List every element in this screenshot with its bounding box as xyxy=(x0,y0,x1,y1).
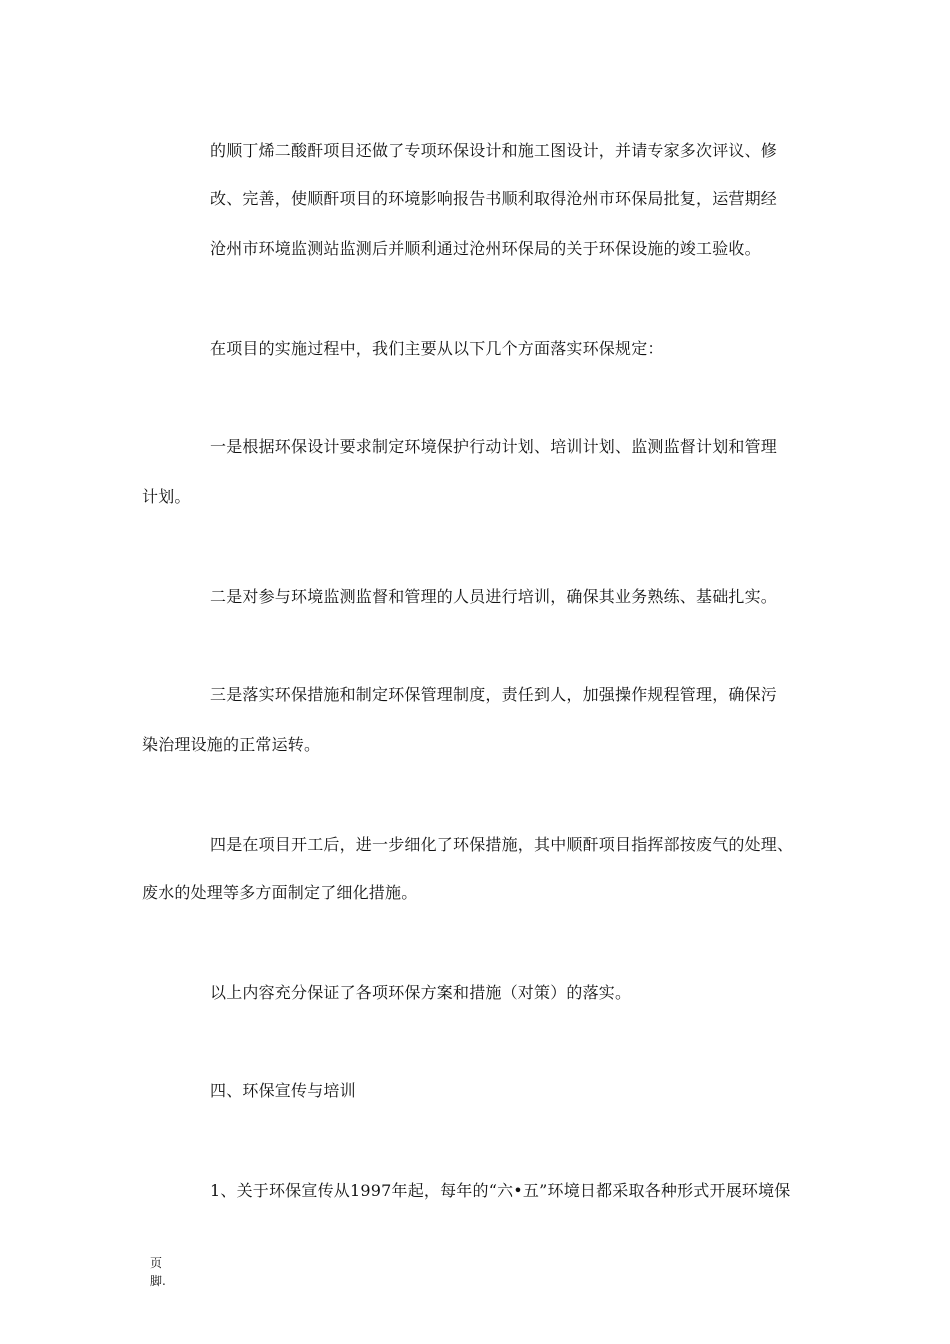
body-text-line: 二是对参与环境监测监督和管理的人员进行培训，确保其业务熟练、基础扎实。 xyxy=(210,587,778,606)
footer-text: 页 xyxy=(150,1256,163,1270)
body-text-line: 改、完善，使顺酐项目的环境影响报告书顺利取得沧州市环保局批复，运营期经 xyxy=(210,189,778,208)
body-text-line: 以上内容充分保证了各项环保方案和措施（对策）的落实。 xyxy=(210,983,632,1002)
body-text-line: 四是在项目开工后，进一步细化了环保措施，其中顺酐项目指挥部按废气的处理、 xyxy=(210,835,794,854)
body-text-line: 计划。 xyxy=(142,487,191,506)
body-text-line: 染治理设施的正常运转。 xyxy=(142,735,321,754)
footer-text: 脚. xyxy=(150,1274,166,1288)
body-text-line: 废水的处理等多方面制定了细化措施。 xyxy=(142,883,418,902)
section-heading: 四、环保宣传与培训 xyxy=(210,1081,356,1100)
body-text-line: 一是根据环保设计要求制定环境保护行动计划、培训计划、监测监督计划和管理 xyxy=(210,437,778,456)
body-text-line: 1、关于环保宣传从1997年起，每年的“六•五”环境日都采取各种形式开展环境保 xyxy=(210,1181,791,1200)
page-footer xyxy=(150,1254,180,1290)
body-text-line: 的顺丁烯二酸酐项目还做了专项环保设计和施工图设计，并请专家多次评议、修 xyxy=(210,141,778,160)
body-text-line: 沧州市环境监测站监测后并顺利通过沧州环保局的关于环保设施的竣工验收。 xyxy=(210,239,761,258)
body-text-line: 三是落实环保措施和制定环保管理制度，责任到人，加强操作规程管理，确保污 xyxy=(210,685,778,704)
body-text-line: 在项目的实施过程中，我们主要从以下几个方面落实环保规定： xyxy=(210,339,664,358)
